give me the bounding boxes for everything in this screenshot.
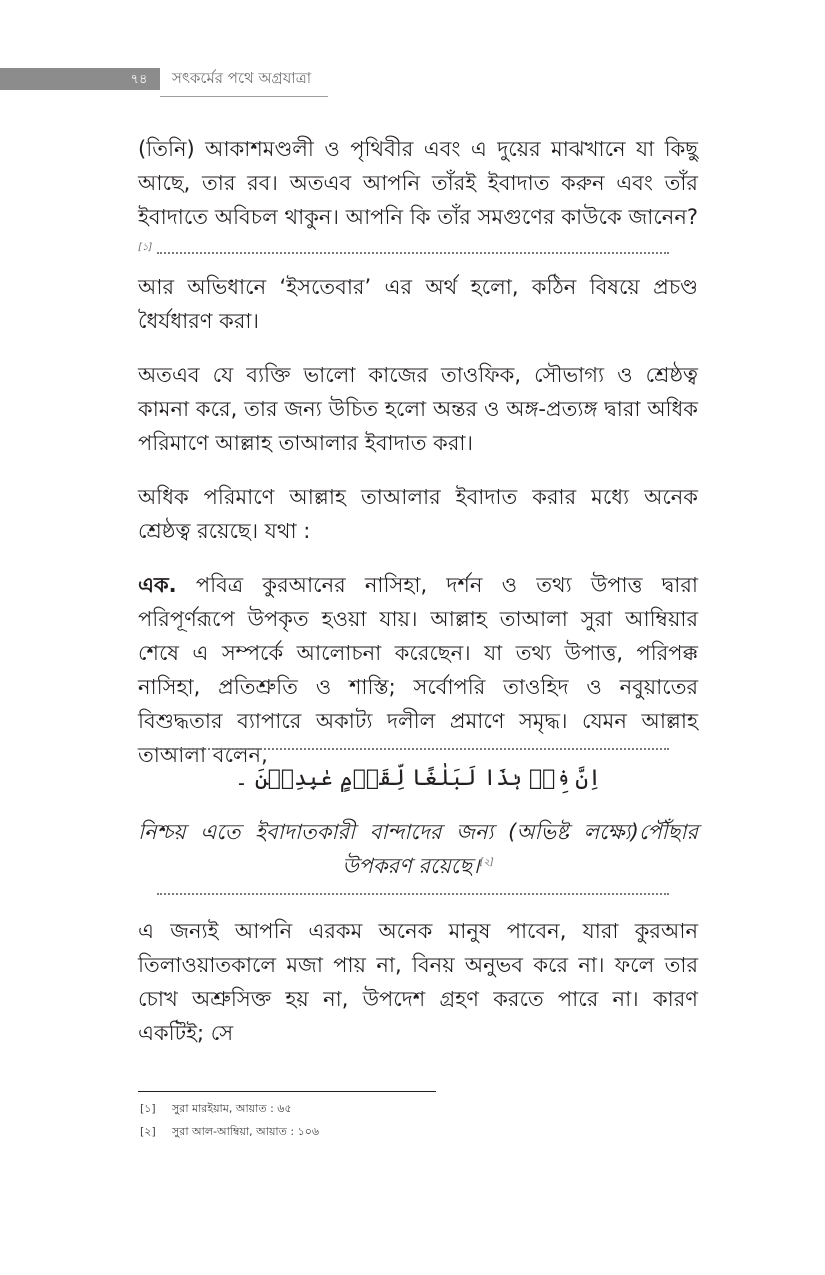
verse-divider-top xyxy=(157,748,669,750)
paragraph-point-one xyxy=(138,568,698,772)
verse-translation-text: নিশ্চয় এতে ইবাদাতকারী বান্দাদের জন্য (অভিষ্ট লক্ষ্যে)পৌঁছার উপকরণ রয়েছে। xyxy=(138,820,698,878)
point-one-text: পবিত্র কুরআনের নাসিহা, দর্শন ও তথ্য উপাত্ত দ্বারা পরিপূর্ণরূপে উপকৃত হওয়া যায়। আল্লাহ তাআলা সুরা আম্বিয়ার শেষে এ সম্পর্কে আলোচনা করেছেন। যা তথ্য উপাত্ত, পরিপক্ক নাসিহা, প্রতিশ্রুতি ও শাস্তি; সর্বোপরি তাওহিদ ও নবুয়াতের বিশুদ্ধতার ব্যাপারে অকাট্য দলীল প্রমাণে সমৃদ্ধ। যেমন আল্লাহ তাআলা বলেন, xyxy=(138,573,698,767)
paragraph-virtues: অধিক পরিমাণে আল্লাহ তাআলার ইবাদাত করার মধ্যে অনেক শ্রেষ্ঠত্ব রয়েছে। যথা : xyxy=(138,485,698,543)
paragraph-closing: এ জন্যই আপনি এরকম অনেক মানুষ পাবেন, যারা কুরআন তিলাওয়াতকালে মজা পায় না, বিনয় অনুভব করে না। ফলে তার চোখ অশ্রুসিক্ত হয় না, উপদেশ গ্রহণ করতে পারে না। কারণ একটিই; সে xyxy=(138,919,698,1045)
running-title: সৎকর্মের পথে অগ্রযাত্রা xyxy=(172,69,312,87)
verse-divider-bottom xyxy=(157,893,669,895)
page-number: ৭৪ xyxy=(130,72,148,87)
footnote-mark-1: [১] xyxy=(140,1102,156,1115)
paragraph-definition: আর অভিধানে ‘ইসতেবার’ এর অর্থ হলো, কঠিন বিষয়ে প্রচণ্ড ধৈর্যধারণ করা। xyxy=(138,275,698,333)
arabic-verse: اِنَّ فِیۡ ہٰذَا لَبَلٰغًا لِّقَوۡمٍ عٰبِدِیۡنَ ۔ xyxy=(234,766,602,791)
verse-translation xyxy=(138,815,698,883)
footnote-text-2: সুরা আল-আম্বিয়া, আয়াত : ১০৬ xyxy=(172,1125,320,1138)
footnote-separator xyxy=(138,1091,436,1092)
footnote-1 xyxy=(140,1101,292,1117)
paragraph-worship: অতএব যে ব্যক্তি ভালো কাজের তাওফিক, সৌভাগ্য ও শ্রেষ্ঠত্ব কামনা করে, তার জন্য উচিত হলো অন্তর ও অঙ্গ-প্রত্যঙ্গ দ্বারা অধিক পরিমাণে আল্লাহ তাআলার ইবাদাত করা। xyxy=(138,363,698,455)
footnote-text-1: সুরা মারইয়াম, আয়াত : ৬৫ xyxy=(172,1102,292,1115)
footnote-ref-2[interactable]: [২] xyxy=(479,857,494,868)
quote-divider-bottom-1 xyxy=(157,252,669,254)
quote-translation-1 xyxy=(138,132,698,268)
footnote-mark-2: [২] xyxy=(140,1125,156,1138)
header-rule xyxy=(160,96,328,97)
footnote-ref-1[interactable]: [১] xyxy=(138,242,153,253)
footnote-2 xyxy=(140,1124,319,1140)
point-one-label: এক. xyxy=(138,573,177,597)
quote-text-1: (তিনি) আকাশমণ্ডলী ও পৃথিবীর এবং এ দুয়ের মাঝখানে যা কিছু আছে, তার রব। অতএব আপনি তাঁরই ইবাদাত করুন এবং তাঁর ইবাদাতে অবিচল থাকুন। আপনি কি তাঁর সমগুণের কাউকে জানেন? xyxy=(138,137,698,229)
